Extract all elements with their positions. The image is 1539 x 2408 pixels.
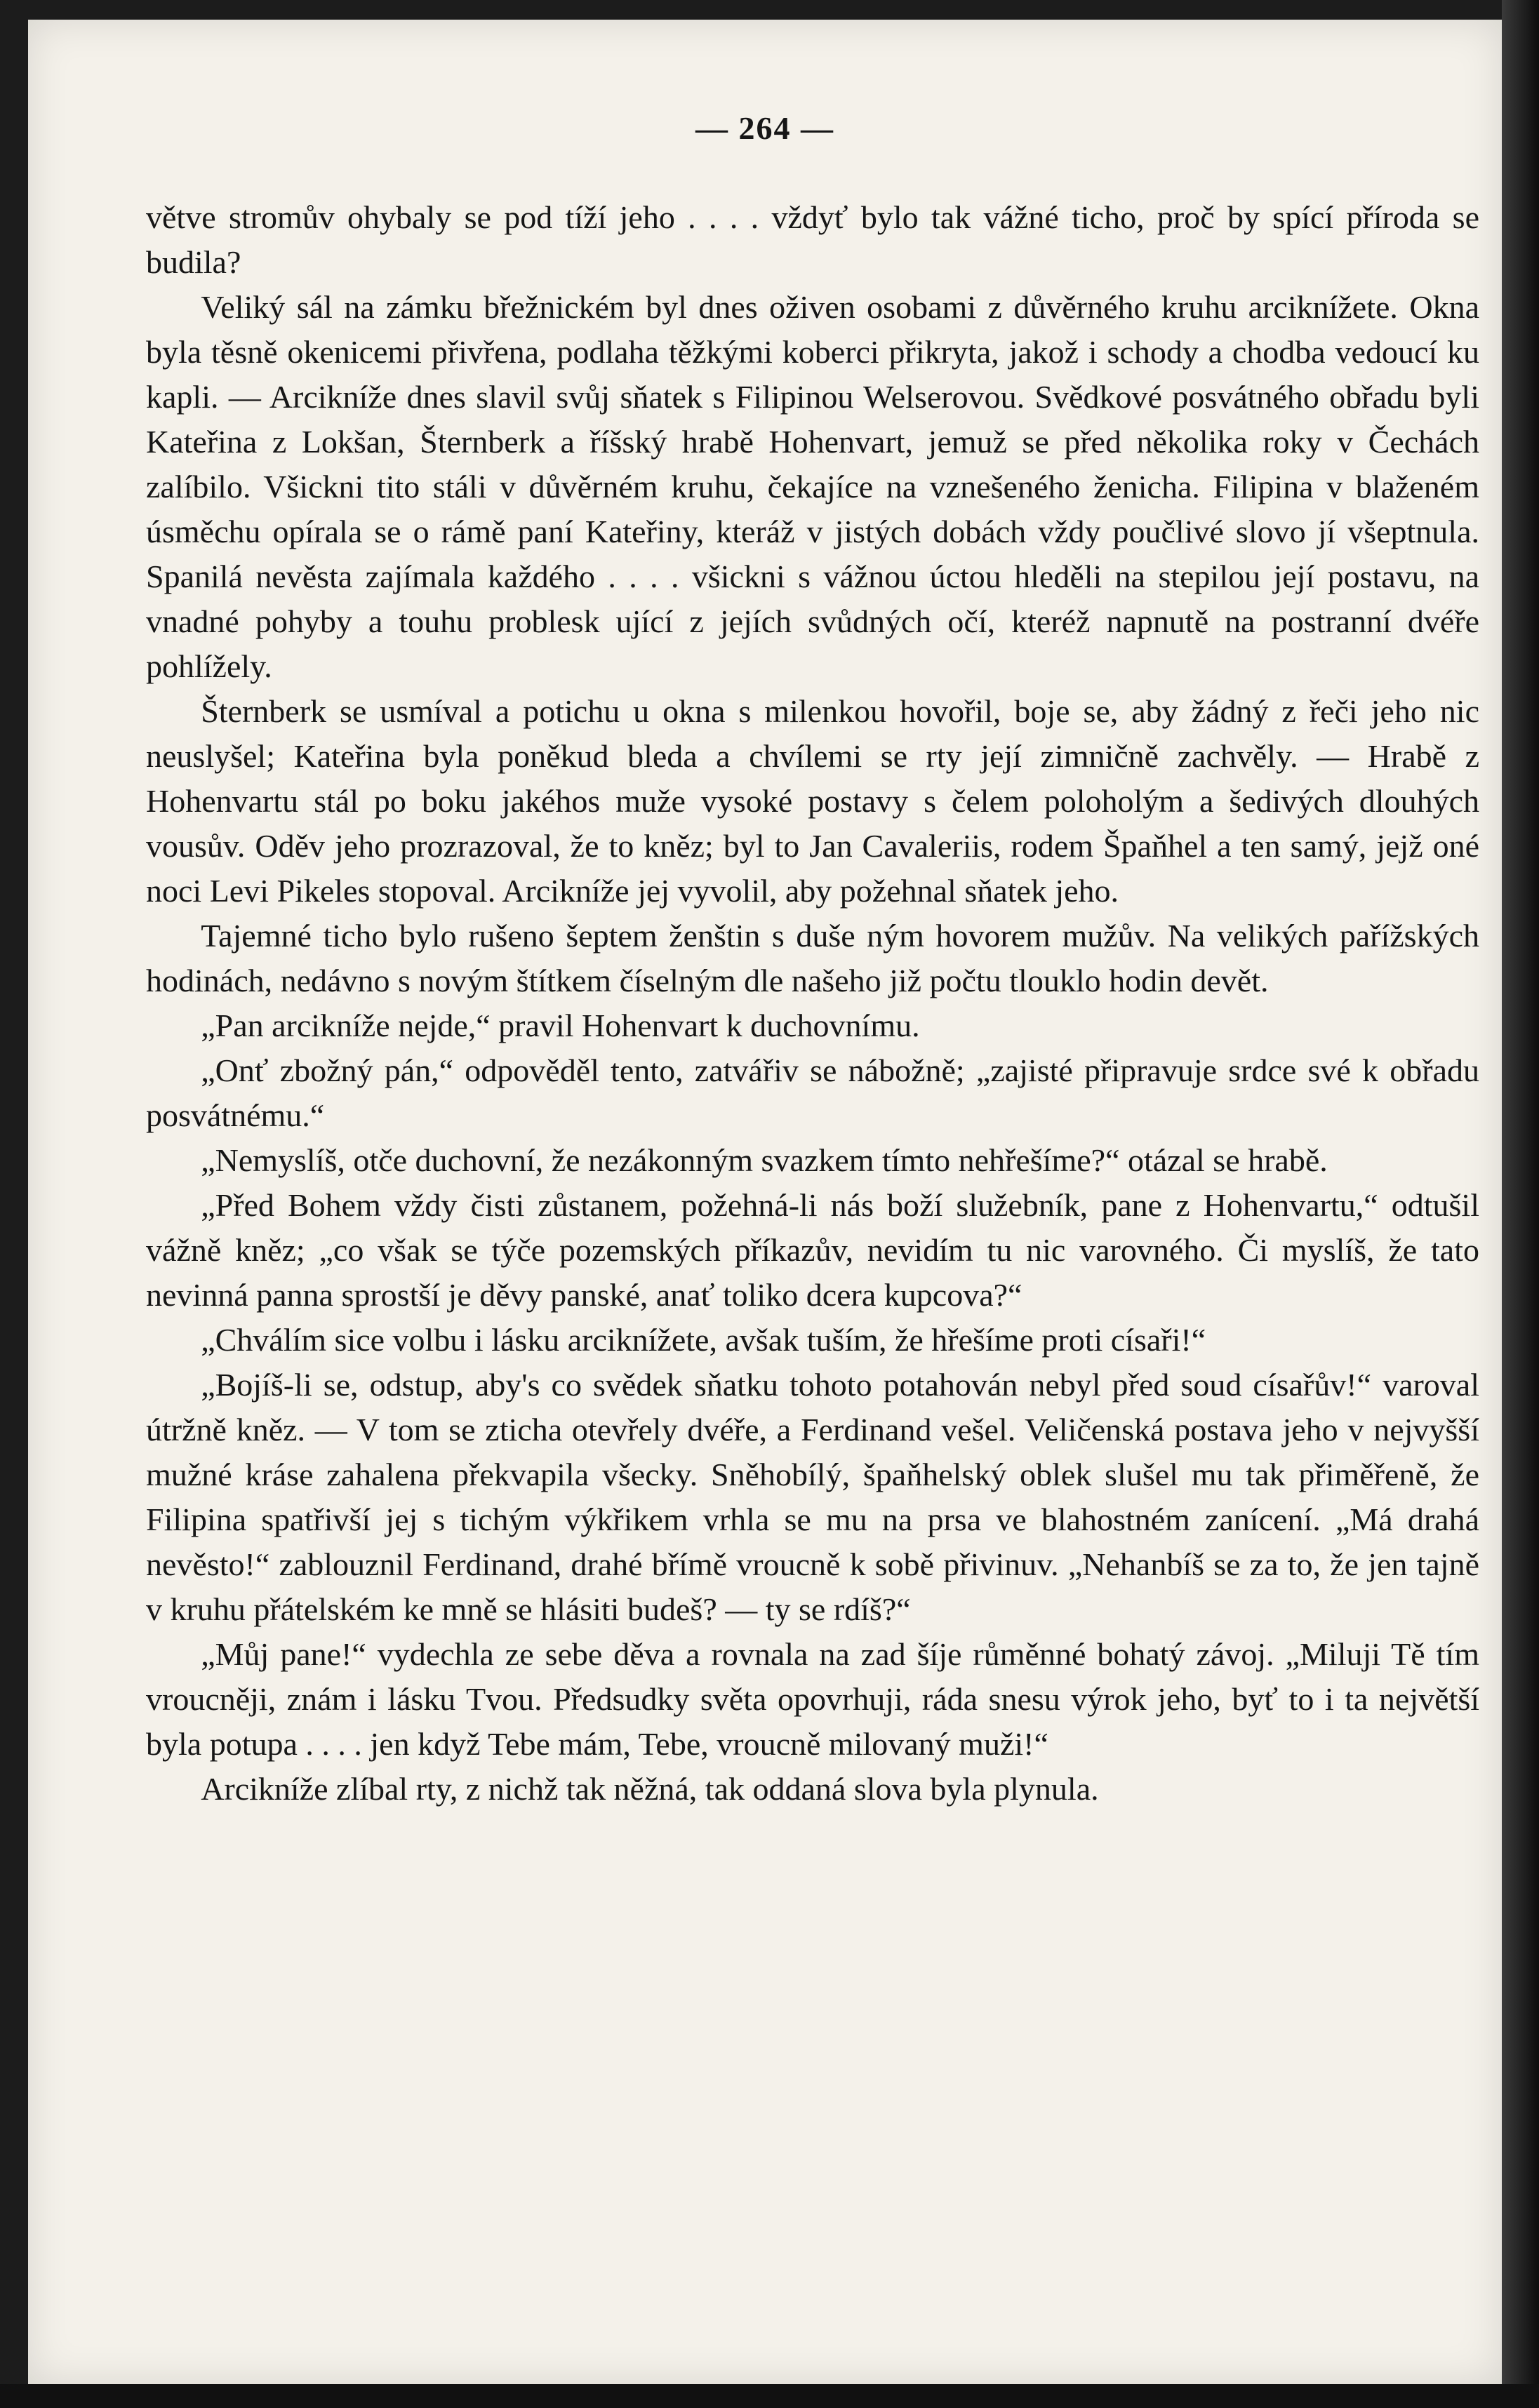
paragraph: Arcikníže zlíbal rty, z nichž tak něžná, tak oddaná slova byla plynula. bbox=[201, 1771, 1099, 1807]
paragraph: „Nemyslíš, otče duchovní, že nezákonným svazkem tímto nehřešíme?“ otázal se hrabě. bbox=[201, 1142, 1328, 1178]
page-bottom-shadow bbox=[0, 2384, 1539, 2408]
book-page bbox=[28, 20, 1502, 2384]
paragraph: Veliký sál na zámku břežnickém byl dnes oživen osobami z důvěrného kruhu arciknížete. Okna byla těsně okenicemi přivřena, podlaha těžkými koberci přikryta, jakož i schody a chodba vedoucí ku kapli. — Arcikníže dnes slavil svůj sňatek s Filipinou Welserovou. Svědkové posvátného obřadu byli Kateřina z Lokšan, Šternberk a říšský hrabě Hohenvart, jemuž se před několika roky v Čechách zalíbilo. Všickni tito stáli v důvěrném kruhu, čekajíce na vznešeného ženicha. Filipina v blaženém úsměchu opírala se o rámě paní Kateřiny, kteráž v jistých dobách vždy poučlivé slovo jí všeptnula. Spanilá nevěsta zajímala každého . . . . všickni s vážnou úctou hleděli na stepilou její postavu, na vnadné pohyby a touhu problesk ující z jejích svůdných očí, kteréž napnutě na postranní dvéře pohlížely. bbox=[146, 289, 1479, 684]
paragraph: „Před Bohem vždy čisti zůstanem, požehná-li nás boží služebník, pane z Hohenvartu,“ odtušil vážně kněz; „co však se týče pozemských příkazův, nevidím tu nic varovného. Či myslíš, že tato nevinná panna sprostší je děvy panské, anať toliko dcera kupcova?“ bbox=[146, 1187, 1479, 1313]
paragraph: „Chválím sice volbu i lásku arciknížete, avšak tuším, že hřešíme proti císaři!“ bbox=[201, 1322, 1206, 1358]
paragraph: Tajemné ticho bylo rušeno šeptem ženštin s duše ným hovorem mužův. Na velikých pařížských hodinách, nedávno s novým štítkem číselným dle našeho již počtu tlouklo hodin devět. bbox=[146, 918, 1479, 998]
paragraph: větve stromův ohybaly se pod tíží jeho . . . . vždyť bylo tak vážné ticho, proč by spící příroda se budila? bbox=[146, 199, 1479, 280]
paragraph: „Bojíš-li se, odstup, aby's co svědek sňatku tohoto potahován nebyl před soud císařův!“ varoval útržně kněz. — V tom se zticha otevřely dvéře, a Ferdinand vešel. Veličenská postava jeho v nejvyšší mužné kráse zahalena překvapila všecky. Sněhobílý, špaňhelský oblek slušel mu tak přiměřeně, že Filipina spatřivší jej s tichým výkřikem vrhla se mu na prsa ve blahostném zanícení. „Má drahá nevěsto!“ zablouznil Ferdinand, drahé břímě vroucně k sobě přivinuv. „Nehanbíš se za to, že jen tajně v kruhu přátelském ke mně se hlásiti budeš? — ty se rdíš?“ bbox=[146, 1367, 1479, 1627]
paragraph: „Onť zbožný pán,“ odpověděl tento, zatvářiv se nábožně; „zajisté připravuje srdce své k obřadu posvátnému.“ bbox=[146, 1052, 1479, 1133]
paragraph: Šternberk se usmíval a potichu u okna s milenkou hovořil, boje se, aby žádný z řeči jeho nic neuslyšel; Kateřina byla poněkud bleda a chvílemi se rty její zimničně zachvěly. — Hrabě z Hohenvartu stál po boku jakéhos muže vysoké postavy s čelem poloholým a šedivých dlouhých vousův. Oděv jeho prozrazoval, že to kněz; byl to Jan Cavaleriis, rodem Špaňhel a ten samý, jejž oné noci Levi Pikeles stopoval. Arcikníže jej vyvolil, aby požehnal sňatek jeho. bbox=[146, 693, 1479, 909]
paragraph: „Pan arcikníže nejde,“ pravil Hohenvart k duchovnímu. bbox=[201, 1008, 920, 1043]
page-edge-shadow bbox=[1502, 0, 1539, 2408]
page-number: — 264 — bbox=[695, 110, 834, 146]
paragraph: „Můj pane!“ vydechla ze sebe děva a rovnala na zad šíje růměnné bohatý závoj. „Miluji Tě tím vroucněji, znám i lásku Tvou. Předsudky světa opovrhuji, ráda snesu výrok jeho, byť to i ta největší byla potupa . . . . jen když Tebe mám, Tebe, vroucně milovaný muži!“ bbox=[146, 1636, 1479, 1762]
body-text bbox=[146, 195, 1479, 1812]
